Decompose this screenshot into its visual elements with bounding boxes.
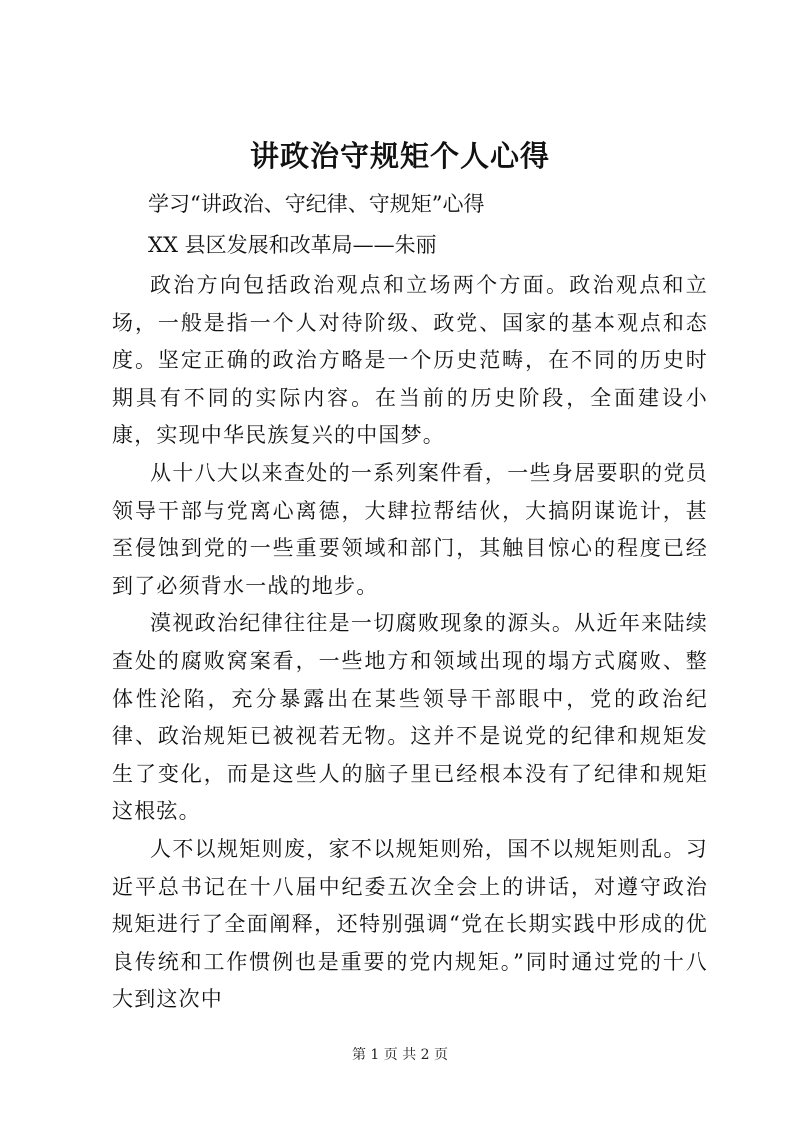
- paragraph-4: 人不以规矩则废，家不以规矩则殆，国不以规矩则乱。习近平总书记在十八届中纪委五次全会上的讲话，对遵守政治规矩进行了全面阐释，还特别强调“党在长期实践中形成的优良传统和工作惯例也是重要的党内规矩。”同时通过党的十八大到这次中: [112, 836, 708, 1012]
- paragraph-1: 政治方向包括政治观点和立场两个方面。政治观点和立场，一般是指一个人对待阶级、政党、国家的基本观点和态度。坚定正确的政治方略是一个历史范畴，在不同的历史时期具有不同的实际内容。在当前的历史阶段，全面建设小康，实现中华民族复兴的中国梦。: [112, 273, 708, 448]
- document-subtitle: 学习“讲政治、守纪律、守规矩”心得: [148, 192, 485, 216]
- paragraph-2: 从十八大以来查处的一系列案件看，一些身居要职的党员领导干部与党离心离德，大肆拉帮结伙，大搞阴谋诡计，甚至侵蚀到党的一些重要领域和部门，其触目惊心的程度已经到了必须背水一战的地步。: [112, 460, 708, 598]
- author-line: XX 县区发展和改革局——朱丽: [148, 233, 437, 257]
- page-footer: 第 1 页 共 2 页: [351, 1047, 449, 1063]
- paragraph-3: 漠视政治纪律往往是一切腐败现象的源头。从近年来陆续查处的腐败窝案看，一些地方和领域出现的塌方式腐败、整体性沦陷，充分暴露出在某些领导干部眼中，党的政治纪律、政治规矩已被视若无物。这并不是说党的纪律和规矩发生了变化，而是这些人的脑子里已经根本没有了纪律和规矩这根弦。: [112, 611, 708, 824]
- document-title: 讲政治守规矩个人心得: [249, 139, 550, 173]
- document-body: [112, 267, 708, 1019]
